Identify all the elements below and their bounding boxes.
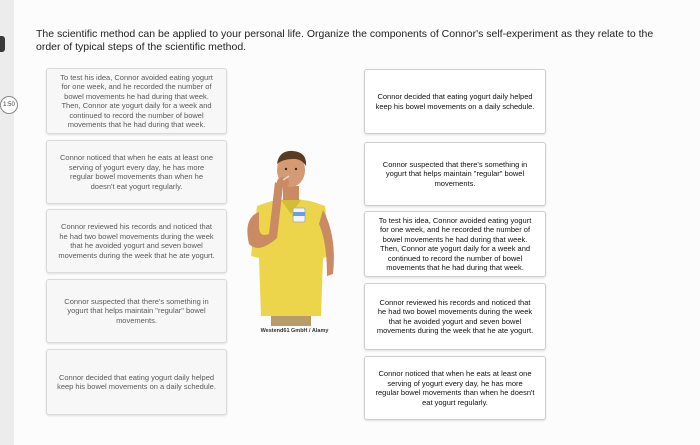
right-card-5[interactable]: Connor noticed that when he eats at least one serving of yogurt every day, he has more regular bowel movements than when he doesn't eat yogurt regularly. [364, 356, 546, 420]
bookmark-marker[interactable] [0, 36, 5, 52]
left-card-5[interactable]: Connor decided that eating yogurt daily helped keep his bowel movements on a daily schedule. [46, 349, 227, 415]
left-card-2[interactable]: Connor noticed that when he eats at least one serving of yogurt every day, he has more regular bowel movements than when he doesn't eat yogurt regularly. [46, 140, 227, 204]
left-card-3[interactable]: Connor reviewed his records and noticed that he had two bowel movements during the week that he avoided yogurt and seven bowel movements during the week that he ate yogurt. [46, 209, 227, 273]
right-card-3[interactable]: To test his idea, Connor avoided eating yogurt for one week, and he recorded the number of bowel movements he had during that week. Then, Connor ate yogurt daily for a week and continued to record the number of bowel movements that he had during that week. [364, 211, 546, 277]
photo-credit: Westend61 GmbH / Alamy [260, 328, 329, 334]
man-eating-yogurt-photo [237, 146, 345, 326]
question-prompt: The scientific method can be applied to your personal life. Organize the components of Connor's self-experiment as they relate to the order of typical steps of the scientific method. [36, 28, 654, 53]
right-card-1[interactable]: Connor decided that eating yogurt daily helped keep his bowel movements on a daily schedule. [364, 69, 546, 134]
right-card-4[interactable]: Connor reviewed his records and noticed that he had two bowel movements during the week that he avoided yogurt and seven bowel movements during the week that he ate yogurt. [364, 283, 546, 350]
timer-badge: 1:50 [0, 96, 18, 114]
right-card-2[interactable]: Connor suspected that there's something in yogurt that helps maintain "regular" bowel movements. [364, 142, 546, 206]
left-card-1[interactable]: To test his idea, Connor avoided eating yogurt for one week, and he recorded the number of bowel movements he had during that week. Then, Connor ate yogurt daily for a week and continued to record the number of bowel movements that he had during that week. [46, 68, 227, 134]
left-card-4[interactable]: Connor suspected that there's something in yogurt that helps maintain "regular" bowel movements. [46, 279, 227, 343]
left-edge-bar [0, 0, 14, 445]
